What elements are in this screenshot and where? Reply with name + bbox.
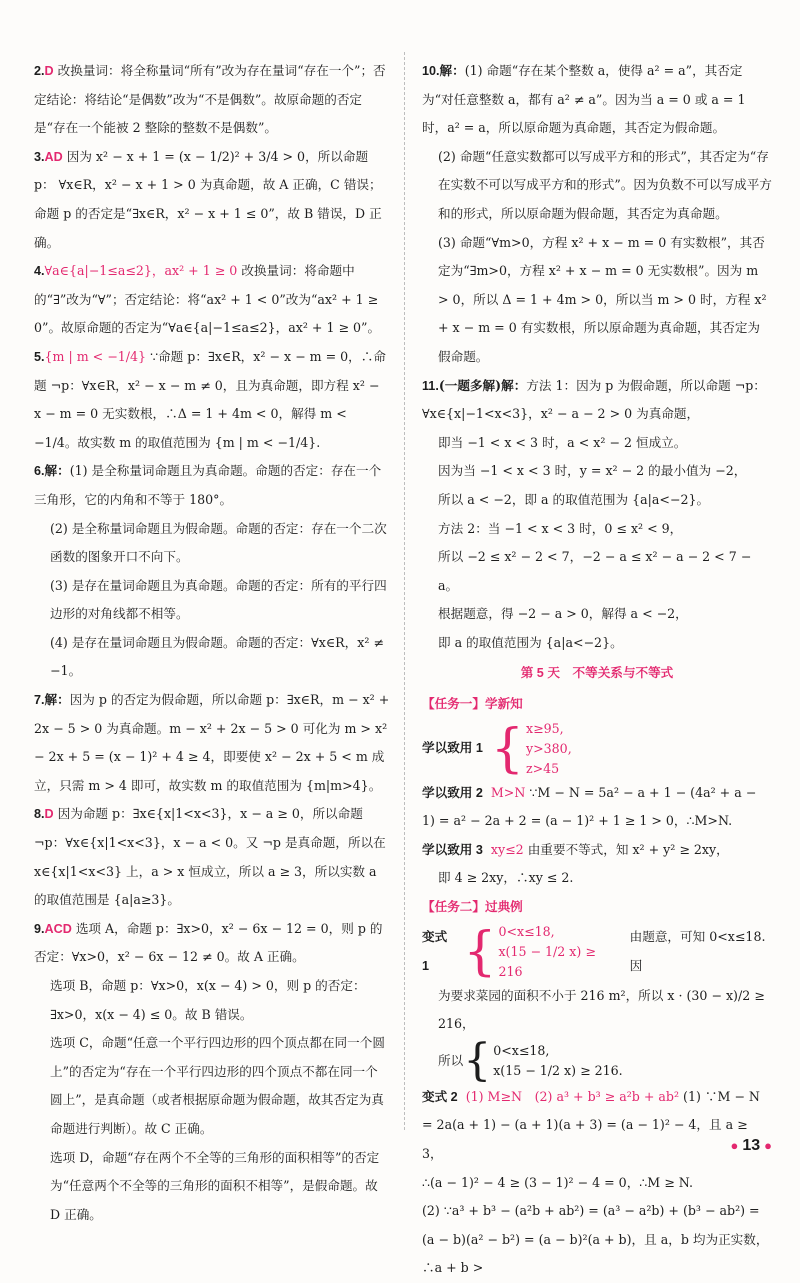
task-1-heading: 【任务一】学新知 <box>422 697 523 712</box>
left-column: 2.D 改换量词：将全称量词“所有”改为存在量词“存在一个”；否定结论：将结论“是偶数”改为“不是偶数”。故原命题的否定是“存在一个能被 2 整除的整数不是偶数”。 3.AD 因为 x² − x + 1 = (x − 1/2)² + 3/4 > 0，所以命题 p： ∀x∈R，x² − x + 1 > 0 为真命题，故 A 正确，C 错误；命题 p 的否定是“∃x∈R，x² − x + 1 ≤ 0”，故 B 错误，D 正确。 4.∀a∈{a|−1≤a≤2}，ax² + 1 ≥ 0 改换量词：将命题中的“∃”改为“∀”；否定结论：将“ax² + 1 < 0”改为“ax² + 1 ≥ 0”。故原命题的否定为“∀a∈{a|−1≤a≤2}，ax² + 1 ≥ 0”。 5.{m | m < −1/4} ∵命题 p：∃x∈R，x² − x − m = 0，∴命题 ¬p：∀x∈R，x² − x − m ≠ 0，且为真命题，即方程 x² − x − m = 0 无实数根，∴Δ = 1 + 4m < 0，解得 m < −1/4。故实数 m 的取值范围为 {m | m < −1/4}. 6.解：(1) 是全称量词命题且为真命题。命题的否定：存在一个三角形，它的内角和不等于 180°。 (2) 是全称量词命题且为假命题。命题的否定：存在一个二次函数的图象开口不向下。 (3) 是存在量词命题且为真命题。命题的否定：所有的平行四边形的对角线都不相等。 (4) 是存在量词命题且为假命题。命题的否定：∀x∈R，x² ≠ −1。 7.解：因为 p 的否定为假命题，所以命题 p：∃x∈R，m − x² + 2x − 5 > 0 为真命题。m − x² + 2x − 5 > 0 可化为 m > x² − 2x + 5 = (x − 1)² + 4 ≥ 4，即要使 x² − 2x + 5 < m 成立，只需 m > 4 即可，故实数 m 的取值范围为 {m|m>4}。 8.D 因为命题 p：∃x∈{x|1<x<3}，x − a ≥ 0，所以命题 ¬p：∀x∈{x|1<x<3}，x − a < 0。又 ¬p 是真命题，所以在 x∈{x|1<x<3} 上，a > x 恒成立，所以 a ≥ 3，所以实数 a 的取值范围是 {a|a≥3}。 9.ACD 选项 A，命题 p：∃x>0，x² − 6x − 12 = 0，则 p 的否定：∀x>0，x² − 6x − 12 ≠ 0。故 A 正确。 选项 B，命题 p：∀x>0，x(x − 4) > 0，则 p 的否定：∃x>0，x(x − 4) ≤ 0。故 B 错误。 选项 C，命题“任意一个平行四边形的四个顶点都在同一个圆上”的否定为“存在一个平行四边形的四个顶点不都在同一个圆上”，是真命题（或者根据原命题为假命题，故其否定为真命题进行判断）。故 C 正确。 选项 D，命题“存在两个不全等的三角形的面积相等”的否定为“任意两个不全等的三角形的面积不相等”，是假命题。故 D 正确。 <box>34 57 390 1229</box>
left-brace-icon: { <box>463 1034 492 1086</box>
right-column: 10.解：(1) 命题“存在某个整数 a，使得 a² = a”，其否定为“对任意整数 a，都有 a² ≠ a”。因为当 a = 0 或 a = 1 时，a² = a，所以原命题为真命题，其否定为假命题。 (2) 命题“任意实数都可以写成平方和的形式”，其否定为“存在实数不可以写成平方和的形式”。因为负数不可以写成平方和的形式，所以原命题为假命题，其否定为真命题。 (3) 命题“∀m>0，方程 x² + x − m = 0 有实数根”，其否定为“∃m>0，方程 x² + x − m = 0 无实数根”。因为 m > 0，所以 Δ = 1 + 4m > 0，所以当 m > 0 时，方程 x² + x − m = 0 有实数根，所以原命题为真命题，其否定为假命题。 11.(一题多解)解：方法 1：因为 p 为假命题，所以命题 ¬p：∀x∈{x|−1<x<3}，x² − a − 2 > 0 为真命题， 即当 −1 < x < 3 时，a < x² − 2 恒成立。 因为当 −1 < x < 3 时，y = x² − 2 的最小值为 −2， 所以 a < −2，即 a 的取值范围为 {a|a<−2}。 方法 2：当 −1 < x < 3 时，0 ≤ x² < 9， 所以 −2 ≤ x² − 2 < 7，−2 − a ≤ x² − a − 2 < 7 − a。 根据题意，得 −2 − a > 0，解得 a < −2， 即 a 的取值范围为 {a|a<−2}。 第 5 天 不等关系与不等式 【任务一】学新知 学以致用 1 { x≥95, y>380, z>45 学以致用 2 M>N ∵M − N = 5a² − a + 1 − (4a² + a − 1) = a² − 2a + 2 = (a − 1)² + 1 ≥ 1 > 0，∴M>N. 学以致用 3 xy≤2 由重要不等式，知 x² + y² ≥ 2xy， 即 4 ≥ 2xy，∴xy ≤ 2. 【任务二】过典例 变式 1 { 0<x≤18, x(15 − 1/2 x) ≥ 216 由题意，可知 0<x≤18. 因 为要求菜园的面积不小于 216 m²，所以 x · (30 − x)/2 ≥ 216， 所以 { 0<x≤18, x(15 − 1/2 x) ≥ 216. 变式 2 (1) M≥N (2) a³ + b³ ≥ a²b + ab² (1) ∵M − N = 2a(a + 1) − (a + 1)(a + 3) = (a − 1)² − 4，且 a ≥ 3， ∴(a − 1)² − 4 ≥ (3 − 1)² − 4 = 0，∴M ≥ N. (2) ∵a³ + b³ − (a²b + ab²) = (a³ − a²b) + (b³ − ab²) = (a − b)(a² − b²) = (a − b)²(a + b)，且 a，b 均为正实数，∴a + b > <box>422 57 772 1283</box>
question-6: 6.解：(1) 是全称量词命题且为真命题。命题的否定：存在一个三角形，它的内角和不等于 180°。 <box>34 463 382 507</box>
question-10: 10.解：(1) 命题“存在某个整数 a，使得 a² = a”，其否定为“对任意整数 a，都有 a² ≠ a”。因为当 a = 0 或 a = 1 时，a² = a，所以原命题为真命题，其否定为假命题。 <box>422 63 746 136</box>
answer-9: ACD <box>44 921 72 936</box>
apply-2: 学以致用 2 M>N ∵M − N = 5a² − a + 1 − (4a² + a − 1) = a² − 2a + 2 = (a − 1)² + 1 ≥ 1 > 0，∴M>N. <box>422 784 757 829</box>
answer-4: ∀a∈{a|−1≤a≤2}，ax² + 1 ≥ 0 <box>44 263 238 279</box>
question-3: 3.AD 因为 x² − x + 1 = (x − 1/2)² + 3/4 > 0，所以命题 p： ∀x∈R，x² − x + 1 > 0 为真命题，故 A 正确，C 错误；命题 p 的否定是“∃x∈R，x² − x + 1 ≤ 0”，故 B 错误，D 正确。 <box>34 148 382 250</box>
dot-icon: ● <box>730 1138 739 1154</box>
question-2: 2.D 改换量词：将全称量词“所有”改为存在量词“存在一个”；否定结论：将结论“是偶数”改为“不是偶数”。故原命题的否定是“存在一个能被 2 整除的整数不是偶数”。 <box>34 63 386 136</box>
answer-3: AD <box>44 149 63 164</box>
question-11: 11.(一题多解)解：方法 1：因为 p 为假命题，所以命题 ¬p：∀x∈{x|−1<x<3}，x² − a − 2 > 0 为真命题， <box>422 377 766 422</box>
question-4: 4.∀a∈{a|−1≤a≤2}，ax² + 1 ≥ 0 改换量词：将命题中的“∃”改为“∀”；否定结论：将“ax² + 1 < 0”改为“ax² + 1 ≥ 0”。故原命题的否定为“∀a∈{a|−1≤a≤2}，ax² + 1 ≥ 0”。 <box>34 263 381 336</box>
question-5: 5.{m | m < −1/4} ∵命题 p：∃x∈R，x² − x − m = 0，∴命题 ¬p：∀x∈R，x² − x − m ≠ 0，且为真命题，即方程 x² − x − m = 0 无实数根，∴Δ = 1 + 4m < 0，解得 m < −1/4。故实数 m 的取值范围为 {m | m < −1/4}. <box>34 348 386 450</box>
dot-icon: ● <box>764 1138 772 1154</box>
question-9: 9.ACD 选项 A，命题 p：∃x>0，x² − 6x − 12 = 0，则 p 的否定：∀x>0，x² − 6x − 12 ≠ 0。故 A 正确。 <box>34 920 383 965</box>
left-brace-icon: { <box>463 921 497 982</box>
question-7: 7.解：因为 p 的否定为假命题，所以命题 p：∃x∈R，m − x² + 2x − 5 > 0 为真命题。m − x² + 2x − 5 > 0 可化为 m > x² − 2x + 5 = (x − 1)² + 4 ≥ 4，即要使 x² − 2x + 5 < m 成立，只需 m > 4 即可，故实数 m 的取值范围为 {m|m>4}。 <box>34 692 390 793</box>
page-number: ● 13 ● <box>730 1137 772 1155</box>
column-divider <box>404 52 405 1130</box>
task-2-heading: 【任务二】过典例 <box>422 900 523 915</box>
variant-1-system: 所以 { 0<x≤18, x(15 − 1/2 x) ≥ 216. <box>438 1034 623 1086</box>
day-title: 第 5 天 不等关系与不等式 <box>520 666 674 681</box>
left-brace-icon: { <box>490 718 524 779</box>
variant-2: 变式 2 (1) M≥N (2) a³ + b³ ≥ a²b + ab² (1) ∵M − N = 2a(a + 1) − (a + 1)(a + 3) = (a − 1)² − 4，且 a ≥ 3， <box>422 1088 760 1161</box>
question-8: 8.D 因为命题 p：∃x∈{x|1<x<3}，x − a ≥ 0，所以命题 ¬p：∀x∈{x|1<x<3}，x − a < 0。又 ¬p 是真命题，所以在 x∈{x|1<x<3} 上，a > x 恒成立，所以 a ≥ 3，所以实数 a 的取值范围是 {a|a≥3}。 <box>34 806 386 908</box>
apply-3: 学以致用 3 xy≤2 由重要不等式，知 x² + y² ≥ 2xy， <box>422 841 729 857</box>
answer-5: {m | m < −1/4} <box>44 348 147 364</box>
answer-2: D <box>44 64 54 78</box>
apply-1: 学以致用 1 { x≥95, y>380, z>45 <box>422 718 572 779</box>
answer-8: D <box>44 807 54 822</box>
variant-1: 变式 1 { 0<x≤18, x(15 − 1/2 x) ≥ 216 由题意，可知 0<x≤18. 因 <box>422 921 766 982</box>
